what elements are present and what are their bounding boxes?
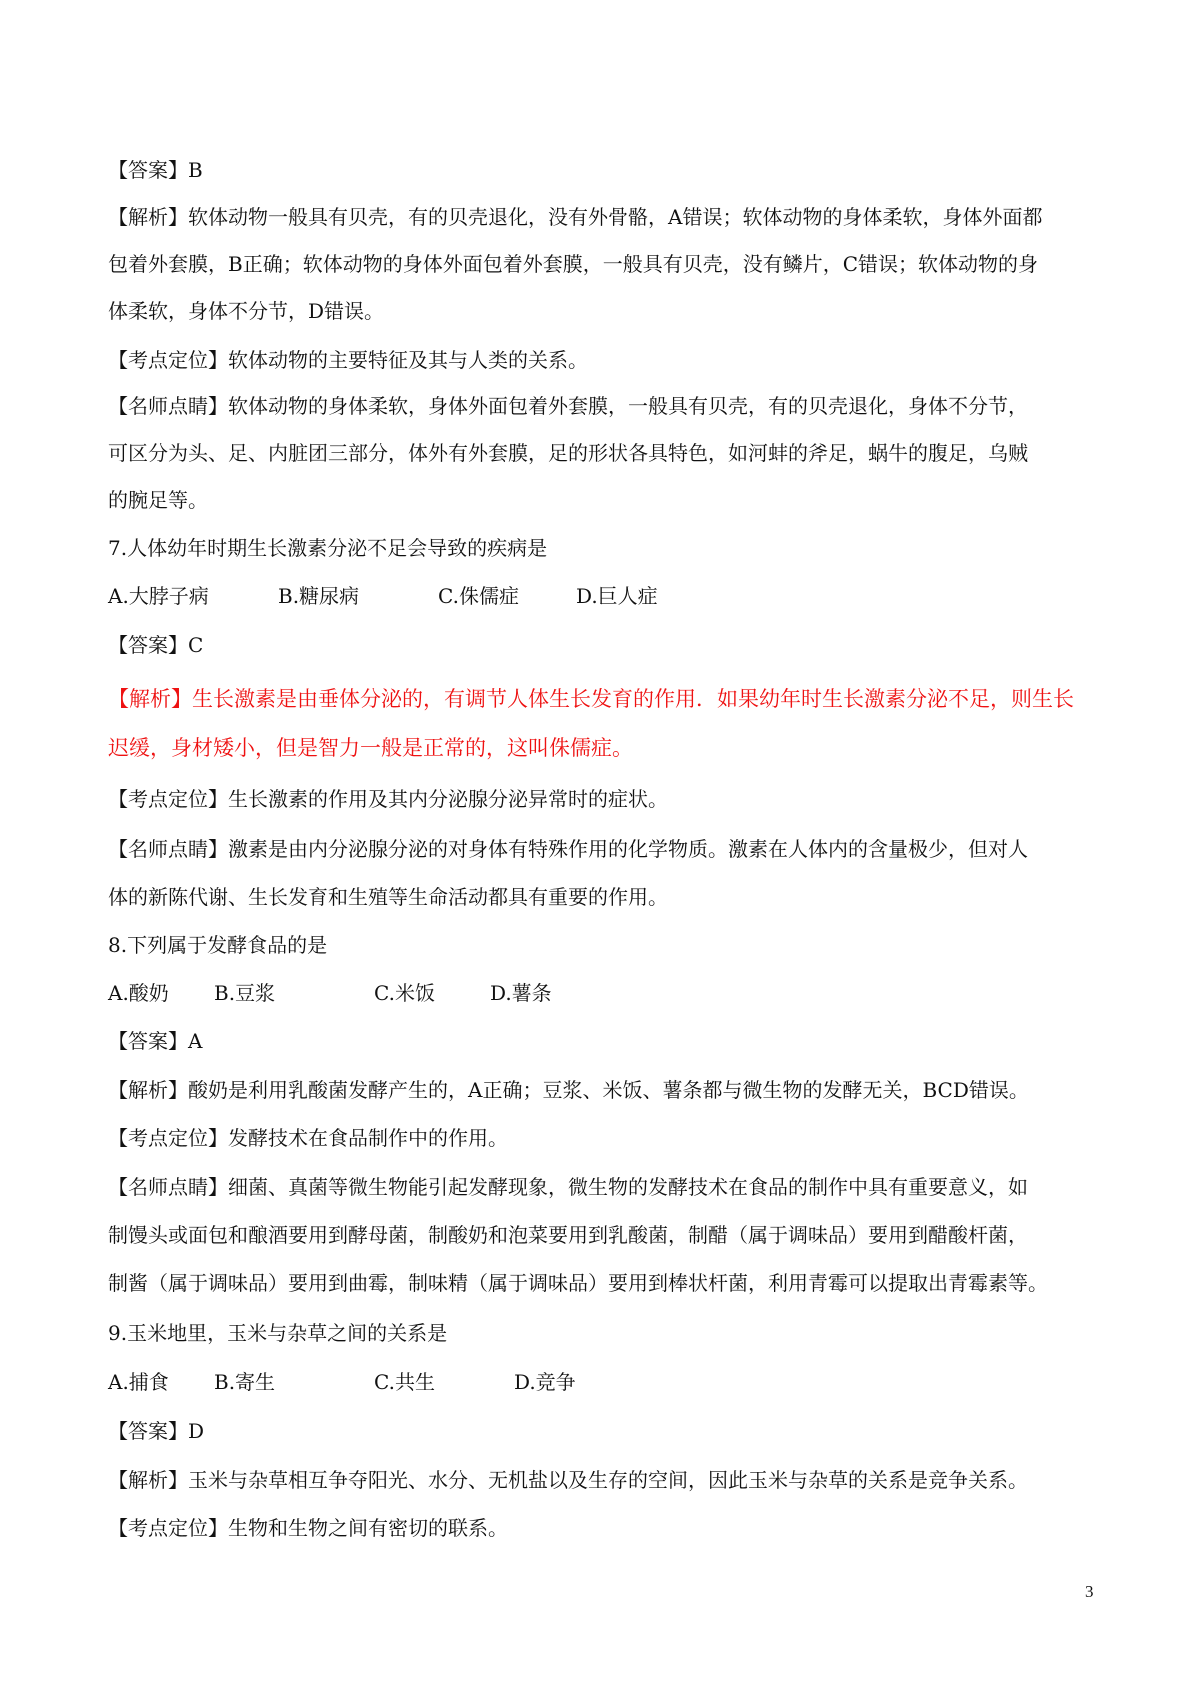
q8-analysis: 【解析】酸奶是利用乳酸菌发酵产生的，A正确；豆浆、米饭、薯条都与微生物的发酵无关，BCD错误。 xyxy=(108,1078,1029,1102)
q8-option-c: C.米饭 xyxy=(374,981,435,1005)
q6-answer: 【答案】B xyxy=(108,158,203,182)
q8-option-d: D.薯条 xyxy=(490,981,552,1005)
q9-option-c: C.共生 xyxy=(374,1370,435,1394)
q8-option-b: B.豆浆 xyxy=(214,981,276,1005)
q7-option-c: C.侏儒症 xyxy=(438,584,519,608)
q9-key-point: 【考点定位】生物和生物之间有密切的联系。 xyxy=(108,1516,508,1540)
q6-teacher-note-line-3: 的腕足等。 xyxy=(108,488,208,512)
q8-question: 8.下列属于发酵食品的是 xyxy=(108,933,328,957)
q7-teacher-note-line-2: 体的新陈代谢、生长发育和生殖等生命活动都具有重要的作用。 xyxy=(108,885,668,909)
q7-option-b: B.糖尿病 xyxy=(278,584,360,608)
q8-key-point: 【考点定位】发酵技术在食品制作中的作用。 xyxy=(108,1126,508,1150)
q9-option-a: A.捕食 xyxy=(108,1370,169,1394)
q6-analysis-line-2: 包着外套膜，B正确；软体动物的身体外面包着外套膜，一般具有贝壳，没有鳞片，C错误；软体动物的身 xyxy=(108,252,1038,276)
q7-question: 7.人体幼年时期生长激素分泌不足会导致的疾病是 xyxy=(108,536,548,560)
q6-analysis-line-3: 体柔软，身体不分节，D错误。 xyxy=(108,299,385,323)
q6-key-point: 【考点定位】软体动物的主要特征及其与人类的关系。 xyxy=(108,348,588,372)
q7-teacher-note-line-1: 【名师点睛】激素是由内分泌腺分泌的对身体有特殊作用的化学物质。激素在人体内的含量极少，但对人 xyxy=(108,837,1028,861)
q9-option-b: B.寄生 xyxy=(214,1370,276,1394)
q8-teacher-note-line-1: 【名师点睛】细菌、真菌等微生物能引起发酵现象，微生物的发酵技术在食品的制作中具有重要意义，如 xyxy=(108,1175,1028,1199)
q6-teacher-note-line-1: 【名师点睛】软体动物的身体柔软，身体外面包着外套膜，一般具有贝壳，有的贝壳退化，身体不分节， xyxy=(108,394,1028,418)
q7-option-a: A.大脖子病 xyxy=(108,584,209,608)
q7-analysis-line-1: 【解析】生长激素是由垂体分泌的，有调节人体生长发育的作用．如果幼年时生长激素分泌不足，则生长 xyxy=(108,687,1074,711)
q7-option-d: D.巨人症 xyxy=(576,584,658,608)
q7-key-point: 【考点定位】生长激素的作用及其内分泌腺分泌异常时的症状。 xyxy=(108,787,668,811)
q9-answer: 【答案】D xyxy=(108,1419,205,1443)
q7-answer: 【答案】C xyxy=(108,633,204,657)
q6-teacher-note-line-2: 可区分为头、足、内脏团三部分，体外有外套膜，足的形状各具特色，如河蚌的斧足，蜗牛的腹足，乌贼 xyxy=(108,441,1028,465)
q7-analysis-line-2: 迟缓，身材矮小，但是智力一般是正常的，这叫侏儒症。 xyxy=(108,736,633,760)
q9-option-d: D.竞争 xyxy=(514,1370,576,1394)
q8-option-a: A.酸奶 xyxy=(108,981,169,1005)
q9-question: 9.玉米地里，玉米与杂草之间的关系是 xyxy=(108,1321,448,1345)
q6-analysis-line-1: 【解析】软体动物一般具有贝壳，有的贝壳退化，没有外骨骼，A错误；软体动物的身体柔软，身体外面都 xyxy=(108,205,1043,229)
q9-analysis: 【解析】玉米与杂草相互争夺阳光、水分、无机盐以及生存的空间，因此玉米与杂草的关系是竞争关系。 xyxy=(108,1468,1028,1492)
q8-teacher-note-line-2: 制馒头或面包和酿酒要用到酵母菌，制酸奶和泡菜要用到乳酸菌，制醋（属于调味品）要用到醋酸杆菌， xyxy=(108,1223,1028,1247)
q8-answer: 【答案】A xyxy=(108,1029,203,1053)
page-number: 3 xyxy=(1085,1582,1094,1601)
q8-teacher-note-line-3: 制酱（属于调味品）要用到曲霉，制味精（属于调味品）要用到棒状杆菌，利用青霉可以提取出青霉素等。 xyxy=(108,1271,1048,1295)
